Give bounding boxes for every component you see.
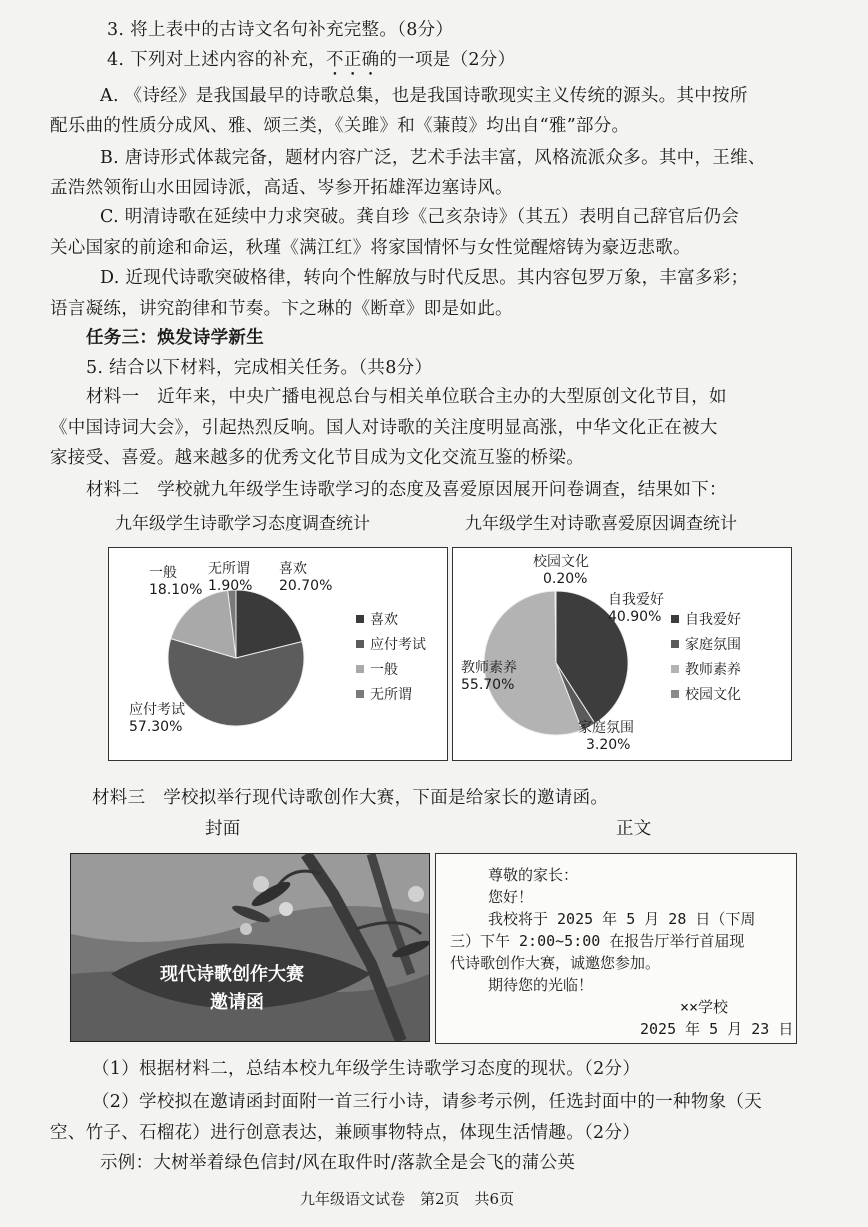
label-wusuowei: 无所谓 1.90% <box>208 561 253 594</box>
material1-line2: 《中国诗词大会》，引起热烈反响。国人对诗歌的关注度明显高涨，中华文化正在被大 <box>50 418 718 438</box>
question-5: 5. 结合以下材料，完成相关任务。（共8分） <box>86 358 433 378</box>
invitation-letter <box>435 853 797 1044</box>
q4-text-end: 的一项是（2分） <box>379 50 516 70</box>
legend-item: 应付考试 <box>356 631 426 656</box>
label-xiaoyuan: 校园文化 0.20% <box>533 554 589 587</box>
chart2-title: 九年级学生对诗歌喜爱原因调查统计 <box>465 514 737 534</box>
question-4 <box>107 48 515 80</box>
letter-hello: 您好！ <box>488 888 534 906</box>
letter-closing: 期待您的光临！ <box>488 976 594 994</box>
legend-item: 一般 <box>356 656 426 681</box>
legend-swatch <box>671 665 679 673</box>
legend-swatch <box>671 615 679 623</box>
legend-swatch <box>356 640 364 648</box>
label-ziwo: 自我爱好 40.90% <box>608 592 664 625</box>
invitation-cover <box>70 853 430 1042</box>
legend-swatch <box>356 690 364 698</box>
body-label: 正文 <box>616 819 652 839</box>
label-jiating: 家庭氛围 3.20% <box>578 720 634 753</box>
attitude-pie-chart <box>108 547 448 761</box>
option-c-line2: 关心国家的前途和命运，秋瑾《满江红》将家国情怀与女性觉醒熔铸为豪迈悲歌。 <box>50 238 691 258</box>
legend-item: 校园文化 <box>671 681 741 706</box>
option-a-line1: A. 《诗经》是我国最早的诗歌总集，也是我国诗歌现实主义传统的源头。其中按所 <box>100 86 748 106</box>
subquestion-2-line1: （2）学校拟在邀请函封面附一首三行小诗，请参考示例，任选封面中的一种物象（天 <box>92 1092 763 1112</box>
legend-item: 教师素养 <box>671 656 741 681</box>
task3-heading: 任务三：焕发诗学新生 <box>86 328 264 348</box>
option-d-line1: D. 近现代诗歌突破格律，转向个性解放与时代反思。其内容包罗万象，丰富多彩； <box>100 268 749 288</box>
letter-body-line2: 三）下午 2:00~5:00 在报告厅举行首届现 <box>450 932 745 950</box>
material1-line3: 家接受、喜爱。越来越多的优秀文化节目成为文化交流互鉴的桥梁。 <box>50 448 584 468</box>
letter-signature: ××学校 <box>680 998 729 1016</box>
question-3: 3. 将上表中的古诗文名句补充完整。（8分） <box>107 20 454 40</box>
cover-title-line1: 现代诗歌创作大赛 <box>160 964 304 985</box>
label-yingfu: 应付考试 57.30% <box>129 702 185 735</box>
legend-item: 喜欢 <box>356 606 426 631</box>
option-b-line2: 孟浩然领衔山水田园诗派，高适、岑参开拓雄浑边塞诗风。 <box>50 178 513 198</box>
legend-item: 无所谓 <box>356 681 426 706</box>
subquestion-2-line2: 空、竹子、石榴花）进行创意表达，兼顾事物特点，体现生活情趣。（2分） <box>50 1123 641 1143</box>
material1-line1: 材料一 近年来，中央广播电视总台与相关单位联合主办的大型原创文化节目，如 <box>86 387 727 407</box>
example-line: 示例：大树举着绿色信封/风在取件时/落款全是会飞的蒲公英 <box>100 1153 576 1173</box>
letter-date: 2025 年 5 月 23 日 <box>640 1020 794 1038</box>
cover-title-line2: 邀请函 <box>210 992 264 1013</box>
legend-item: 家庭氛围 <box>671 631 741 656</box>
label-yiban: 一般 18.10% <box>149 565 203 598</box>
legend-swatch <box>356 615 364 623</box>
page-footer: 九年级语文试卷 第2页 共6页 <box>300 1190 515 1208</box>
cover-label: 封面 <box>205 819 241 839</box>
label-jiaoshi: 教师素养 55.70% <box>461 660 517 693</box>
subquestion-1: （1）根据材料二，总结本校九年级学生诗歌学习态度的现状。（2分） <box>92 1059 641 1079</box>
letter-body-line1: 我校将于 2025 年 5 月 28 日（下周 <box>488 910 756 928</box>
legend-item: 自我爱好 <box>671 606 741 631</box>
letter-greeting: 尊敬的家长： <box>488 866 579 884</box>
chart2-legend <box>671 606 741 706</box>
label-xihuan: 喜欢 20.70% <box>279 561 333 594</box>
legend-swatch <box>671 690 679 698</box>
option-a-line2: 配乐曲的性质分成风、雅、颂三类，《关雎》和《蒹葭》均出自“雅”部分。 <box>50 116 630 136</box>
q4-emphasis: 不正确 <box>325 50 380 70</box>
letter-body-line3: 代诗歌创作大赛，诚邀您参加。 <box>450 954 661 972</box>
chart1-title: 九年级学生诗歌学习态度调查统计 <box>115 514 370 534</box>
chart1-legend <box>356 606 426 706</box>
option-d-line2: 语言凝练，讲究韵律和节奏。卞之琳的《断章》即是如此。 <box>50 299 513 319</box>
option-b-line1: B. 唐诗形式体裁完备，题材内容广泛，艺术手法丰富，风格流派众多。其中，王维、 <box>100 148 766 168</box>
legend-swatch <box>671 640 679 648</box>
q4-text: 4. 下列对上述内容的补充， <box>107 50 326 70</box>
legend-swatch <box>356 665 364 673</box>
material3-line: 材料三 学校拟举行现代诗歌创作大赛，下面是给家长的邀请函。 <box>92 788 609 808</box>
option-c-line1: C. 明清诗歌在延续中力求突破。龚自珍《己亥杂诗》（其五）表明自己辞官后仍会 <box>100 207 740 227</box>
material2-line: 材料二 学校就九年级学生诗歌学习的态度及喜爱原因展开问卷调查，结果如下： <box>86 480 727 500</box>
reason-pie-chart <box>452 547 792 761</box>
